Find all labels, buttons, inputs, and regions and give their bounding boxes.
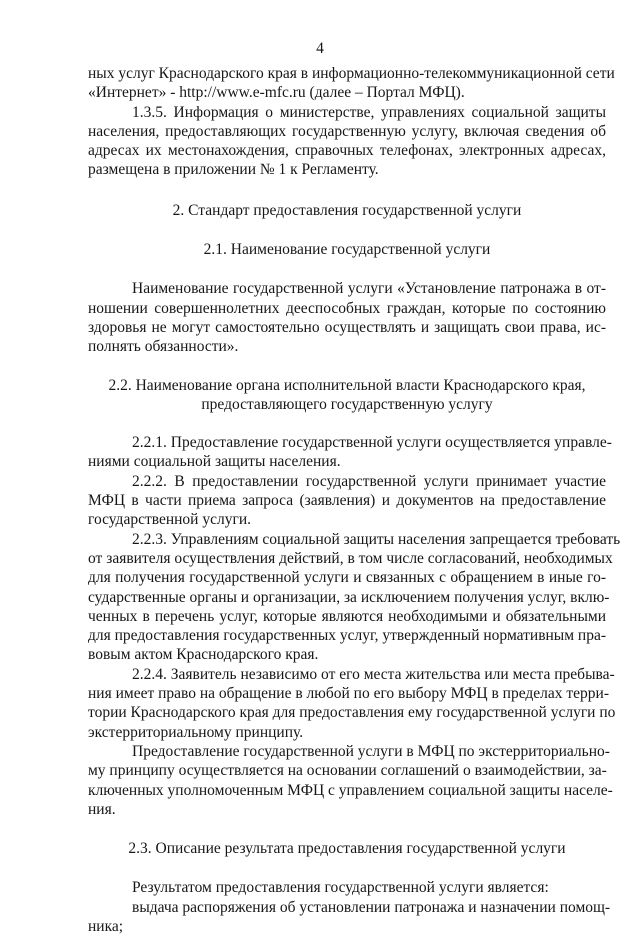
- paragraph-2-2-1: [88, 433, 612, 472]
- text-line: 2.2.4. Заявитель независимо от его места жительства или места пребыва-: [132, 665, 615, 683]
- text-line: ных услуг Краснодарского края в информационно-телекоммуникационной сети: [88, 65, 615, 82]
- text-line: ника;: [88, 917, 124, 935]
- text-line: Наименование государственной услуги «Установление патронажа в от-: [132, 280, 606, 298]
- text-line: адресах их местонахождения, справочных телефонах, электронных адресах,: [88, 142, 606, 160]
- text-line: ниями социальной защиты населения.: [88, 453, 341, 471]
- text-line: здоровья не могут самостоятельно осуществлять и защищать свои права, ис-: [88, 318, 606, 336]
- text-line: выдача распоряжения об установлении патронажа и назначении помощ-: [132, 898, 611, 916]
- paragraph-2-2-3: [88, 530, 621, 665]
- text-line: 2.2.2. В предоставлении государственной услуги принимает участие: [132, 472, 606, 490]
- text-line: МФЦ в части приема запроса (заявления) и документов на предоставление: [88, 492, 606, 510]
- paragraph-2-2-2: [88, 472, 606, 530]
- text-line: Предоставление государственной услуги в МФЦ по экстерриториально-: [132, 742, 610, 760]
- text-line: государственной услуги.: [88, 511, 251, 529]
- section-heading-2-1: 2.1. Наименование государственной услуги: [203, 241, 491, 259]
- paragraph-2-1: [88, 279, 606, 356]
- text-line: «Интернет» - http://www.e-mfc.ru (далее – Портал МФЦ).: [88, 84, 465, 102]
- text-line: ключенных уполномоченным МФЦ с управлением социальной защиты населе-: [88, 781, 613, 799]
- text-line: для получения государственной услуги и связанных с обращением в иные го-: [88, 569, 606, 587]
- text-line: ния.: [88, 800, 116, 818]
- paragraph-mfc-extraterritorial: [88, 742, 613, 819]
- heading-line: 2.2. Наименование органа исполнительной власти Краснодарского края,: [108, 376, 586, 394]
- text-line: населения, предоставляющих государственную услугу, включая сведения об: [88, 122, 606, 140]
- section-heading-2: 2. Стандарт предоставления государственной услуги: [172, 201, 522, 219]
- text-line: 2.2.1. Предоставление государственной услуги осуществляется управле-: [132, 434, 612, 452]
- text-line: ченных в перечень услуг, которые являются необходимыми и обязательными: [88, 607, 606, 625]
- heading-line: предоставляющего государственную услугу: [201, 395, 493, 413]
- text-line: полнять обязанности».: [88, 338, 239, 356]
- text-line: му принципу осуществляется на основании соглашений о взаимодействии, за-: [88, 762, 607, 780]
- page-number: 4: [316, 40, 324, 57]
- text-line: экстерриториальному принципу.: [88, 723, 304, 741]
- text-line: ния имеет право на обращение в любой по его выбору МФЦ в пределах терри-: [88, 685, 610, 703]
- section-heading-2-2: [88, 376, 606, 415]
- paragraph-2-3: [88, 878, 611, 936]
- text-line: тории Краснодарского края для предоставления ему государственной услуги по: [88, 704, 616, 722]
- text-line: сударственные органы и организации, за исключением получения услуг, вклю-: [88, 588, 610, 606]
- paragraph-2-2-4: [88, 665, 616, 742]
- text-line: Результатом предоставления государственной услуги является:: [132, 879, 549, 897]
- text-line: вовым актом Краснодарского края.: [88, 646, 319, 664]
- text-line: ношении совершеннолетних дееспособных граждан, которые по состоянию: [88, 299, 606, 317]
- paragraph-1-3-5: [88, 103, 606, 180]
- text-line: для предоставления государственных услуг, утвержденный нормативным пра-: [88, 627, 606, 645]
- text-line: 1.3.5. Информация о министерстве, управлениях социальной защиты: [132, 103, 606, 121]
- text-line: размещена в приложении № 1 к Регламенту.: [88, 161, 379, 179]
- document-body: [88, 64, 621, 936]
- text-line: 2.2.3. Управлениям социальной защиты населения запрещается требовать: [132, 530, 621, 548]
- paragraph-intro-continuation: [88, 64, 615, 103]
- section-heading-2-3: 2.3. Описание результата предоставления государственной услуги: [128, 840, 566, 858]
- text-line: от заявителя осуществления действий, в том числе согласований, необходимых: [88, 549, 613, 567]
